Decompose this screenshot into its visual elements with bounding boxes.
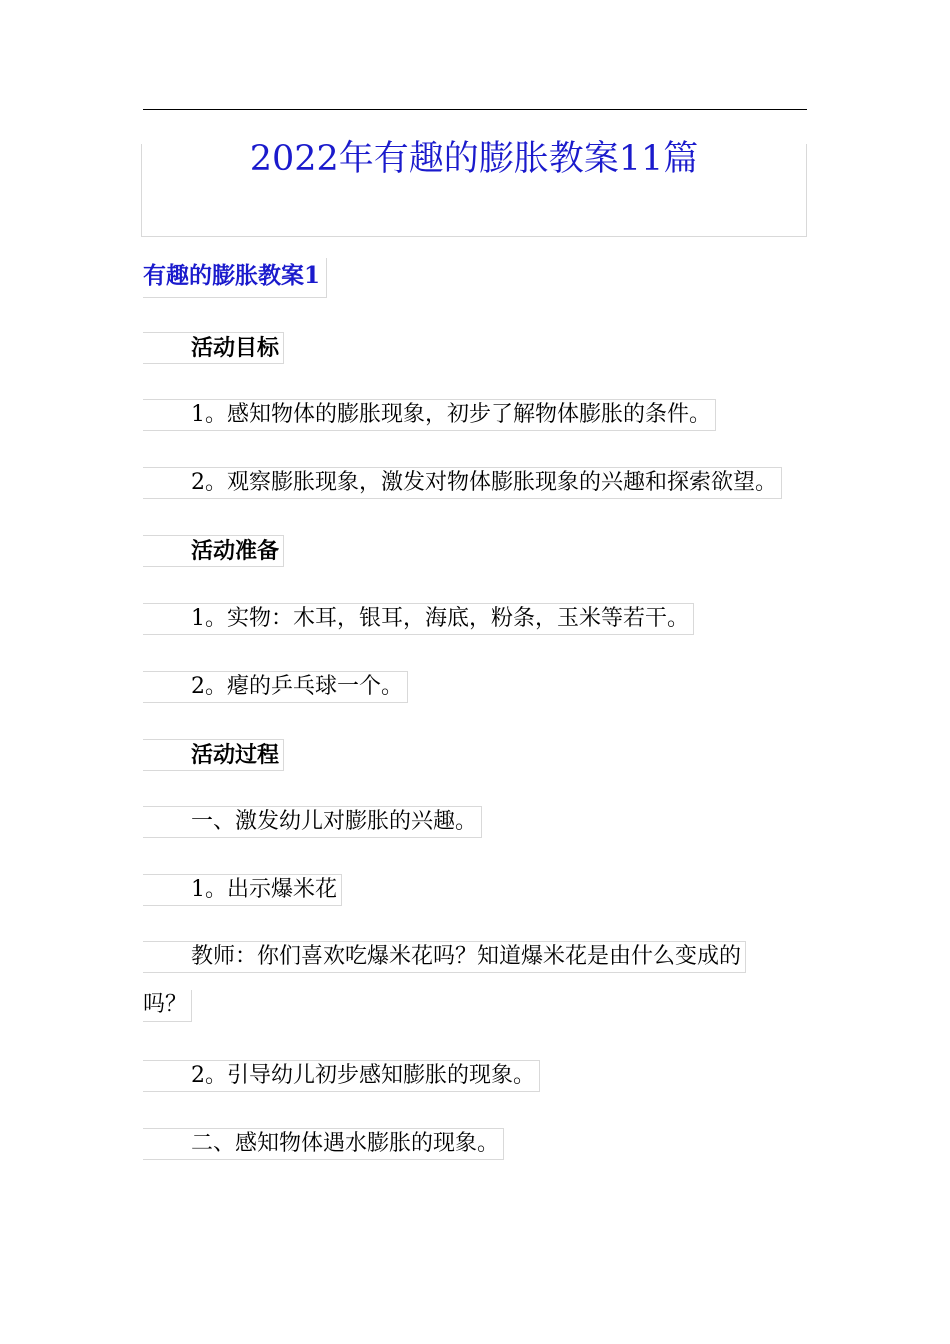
paragraph-line: 1。实物：木耳，银耳，海底，粉条，玉米等若干。 bbox=[143, 603, 694, 635]
paragraph-line: 1。感知物体的膨胀现象，初步了解物体膨胀的条件。 bbox=[143, 399, 716, 431]
paragraph-line: 1。出示爆米花 bbox=[143, 874, 342, 906]
top-rule bbox=[143, 109, 807, 110]
page-title: 2022年有趣的膨胀教案11篇 bbox=[249, 139, 699, 179]
paragraph-line: 教师：你们喜欢吃爆米花吗？知道爆米花是由什么变成的 bbox=[143, 941, 746, 973]
paragraph-line: 2。引导幼儿初步感知膨胀的现象。 bbox=[143, 1060, 540, 1092]
paragraph-line-continuation: 吗？ bbox=[143, 990, 192, 1022]
heading-activity-process: 活动过程 bbox=[143, 739, 284, 771]
section-heading: 有趣的膨胀教案1 bbox=[143, 258, 327, 298]
heading-activity-preparation: 活动准备 bbox=[143, 535, 284, 567]
paragraph-line: 一、激发幼儿对膨胀的兴趣。 bbox=[143, 806, 482, 838]
paragraph-line: 2。瘪的乒乓球一个。 bbox=[143, 671, 408, 703]
heading-activity-goals: 活动目标 bbox=[143, 332, 284, 364]
paragraph-line: 二、感知物体遇水膨胀的现象。 bbox=[143, 1128, 504, 1160]
paragraph-line: 2。观察膨胀现象，激发对物体膨胀现象的兴趣和探索欲望。 bbox=[143, 467, 782, 499]
